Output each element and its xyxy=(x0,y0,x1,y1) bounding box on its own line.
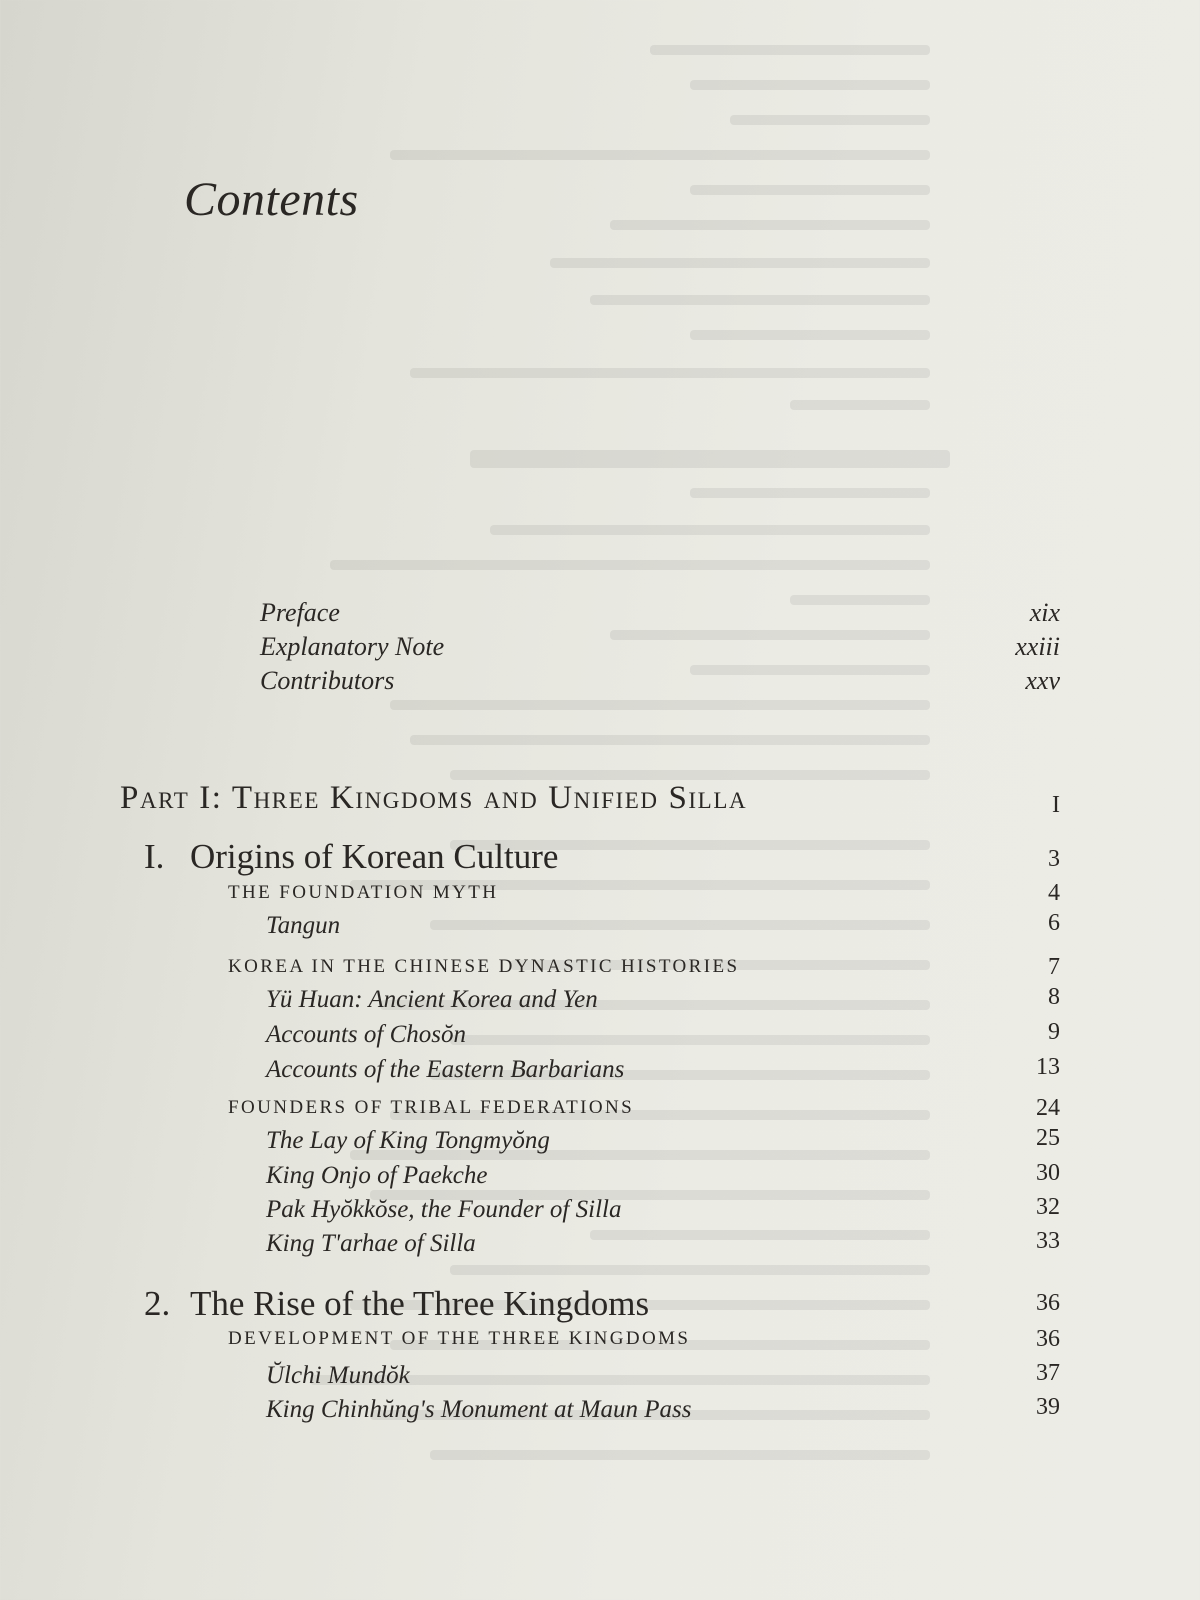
page-number: 6 xyxy=(1048,910,1060,936)
page-number: xxiii xyxy=(1015,632,1060,661)
entry-label: Contributors xyxy=(260,666,395,695)
page-number: 3 xyxy=(1048,846,1060,872)
page-number: 25 xyxy=(1036,1125,1060,1151)
page-number: 24 xyxy=(1036,1095,1060,1121)
section-title: THE FOUNDATION MYTH xyxy=(228,882,499,903)
page-number: 39 xyxy=(1036,1394,1060,1420)
section-title: KOREA IN THE CHINESE DYNASTIC HISTORIES xyxy=(228,956,740,977)
page-number: xxv xyxy=(1025,666,1060,695)
section-title: DEVELOPMENT OF THE THREE KINGDOMS xyxy=(228,1328,691,1349)
chapter-title-text: The Rise of the Three Kingdoms xyxy=(190,1284,650,1323)
page-number: xix xyxy=(1029,598,1060,627)
contents-title: Contents xyxy=(184,173,359,226)
toc-entry-explanatory-note[interactable] xyxy=(260,632,1060,666)
toc-entry-preface[interactable] xyxy=(260,598,1060,632)
page-number: 8 xyxy=(1048,984,1060,1010)
page-number: 36 xyxy=(1036,1326,1060,1352)
page-number: 32 xyxy=(1036,1194,1060,1220)
page-number: 7 xyxy=(1048,954,1060,980)
entry-label: Explanatory Note xyxy=(260,632,445,661)
chapter-number: 2. xyxy=(144,1284,171,1323)
section-title: FOUNDERS OF TRIBAL FEDERATIONS xyxy=(228,1097,635,1118)
entry-title: Accounts of the Eastern Barbarians xyxy=(266,1056,625,1083)
page-number: I xyxy=(1052,792,1060,818)
page-number: 9 xyxy=(1048,1019,1060,1045)
entry-title: Ŭlchi Mundŏk xyxy=(266,1362,410,1389)
chapter-number: I. xyxy=(144,837,165,876)
entry-title: The Lay of King Tongmyŏng xyxy=(266,1127,550,1154)
entry-title: Tangun xyxy=(266,912,341,939)
page-number: 33 xyxy=(1036,1228,1060,1254)
chapter-title xyxy=(144,1284,649,1324)
chapter-title-text: Origins of Korean Culture xyxy=(190,837,559,876)
page-number: 4 xyxy=(1048,880,1060,906)
entry-title: King Chinhŭng's Monument at Maun Pass xyxy=(266,1396,692,1423)
front-matter-list xyxy=(260,598,1060,700)
toc-entry-contributors[interactable] xyxy=(260,666,1060,700)
page-number: 30 xyxy=(1036,1160,1060,1186)
entry-title: Yü Huan: Ancient Korea and Yen xyxy=(266,986,598,1013)
page-number: 13 xyxy=(1036,1054,1060,1080)
entry-label: Preface xyxy=(260,598,340,627)
part-title: Part I: Three Kingdoms and Unified Silla xyxy=(120,780,748,816)
entry-title: Pak Hyŏkkŏse, the Founder of Silla xyxy=(266,1196,622,1223)
entry-title: King Onjo of Paekche xyxy=(266,1162,488,1189)
entry-title: King T'arhae of Silla xyxy=(266,1230,476,1257)
page-number: 36 xyxy=(1036,1290,1060,1316)
page-number: 37 xyxy=(1036,1360,1060,1386)
chapter-title xyxy=(144,837,558,877)
entry-title: Accounts of Chosŏn xyxy=(266,1021,466,1048)
